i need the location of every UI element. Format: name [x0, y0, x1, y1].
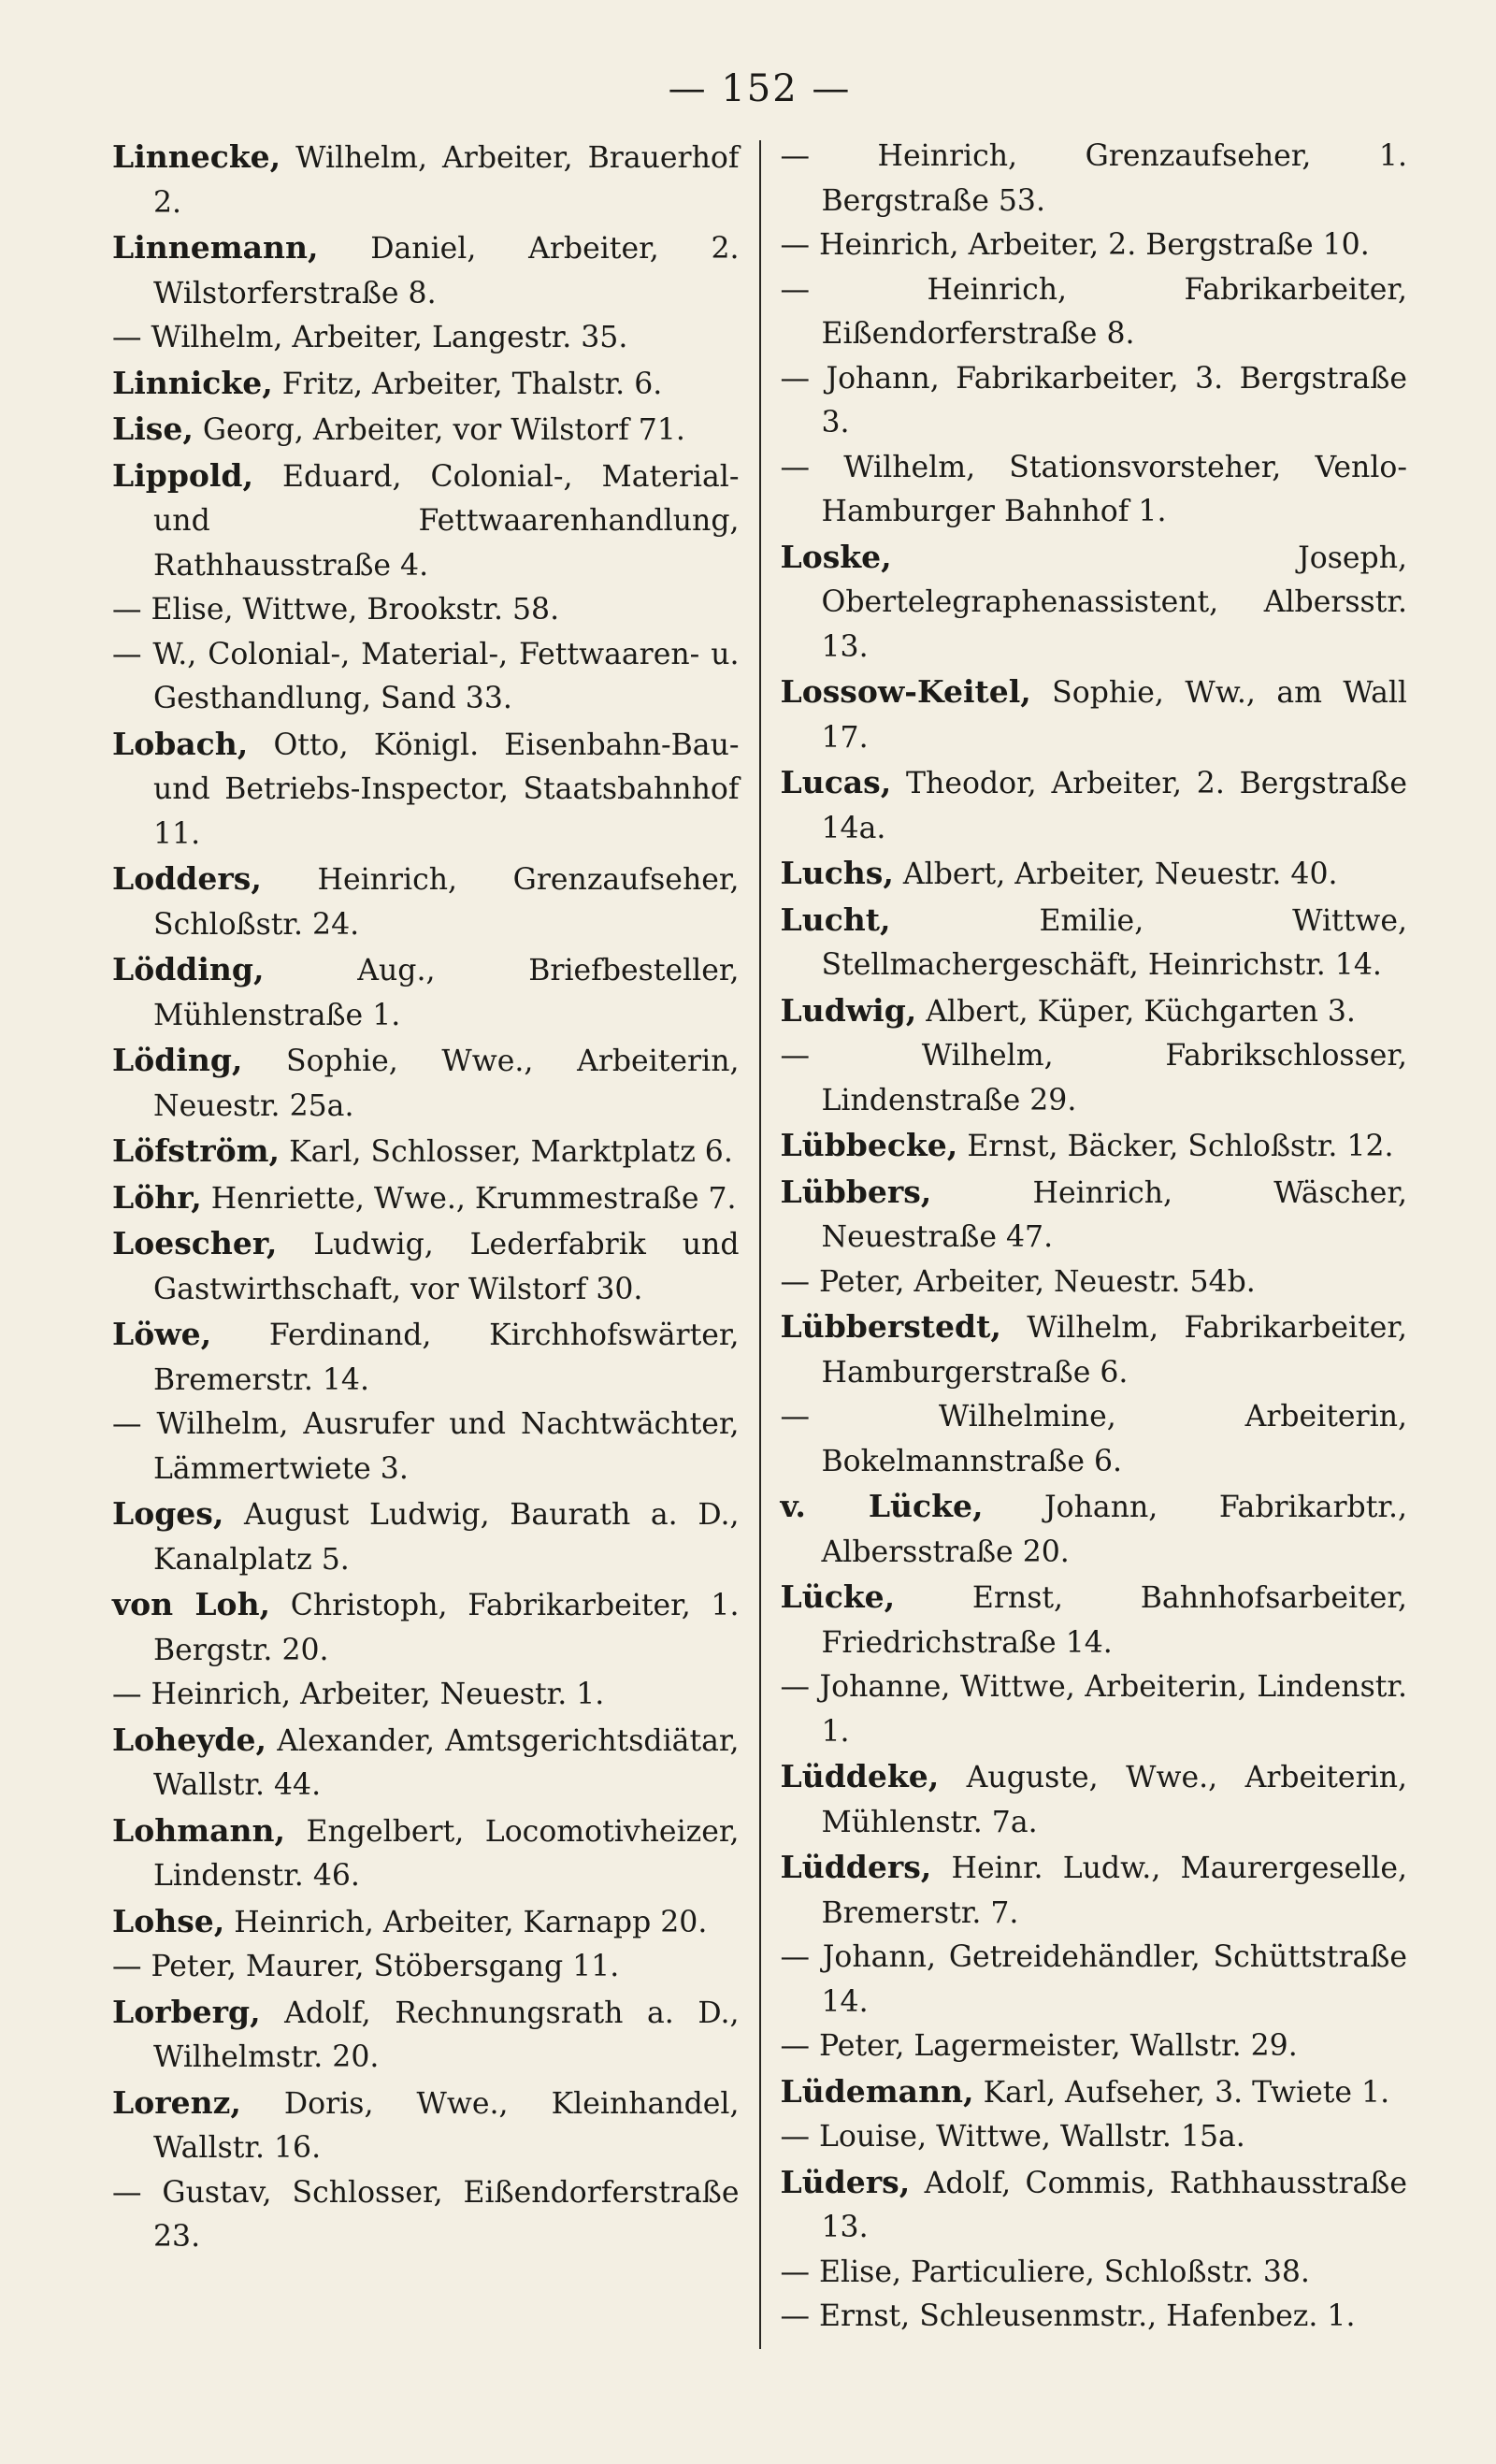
- entry-details: Karl, Schlosser, Marktplatz 6.: [289, 1135, 733, 1169]
- directory-entry: [112, 1491, 740, 1582]
- directory-entry: [112, 1990, 740, 2081]
- right-column: [781, 135, 1408, 2340]
- entry-columns: [112, 135, 1407, 2340]
- entry-surname: Löding,: [112, 1042, 243, 1078]
- directory-entry: [781, 446, 1408, 535]
- entry-details: Alexander, Amtsgerichtsdiätar, Wallstr. 44.: [153, 1723, 740, 1802]
- entry-details: Emilie, Wittwe, Stellmachergeschäft, Heinrichstr. 14.: [821, 903, 1407, 982]
- directory-entry: [781, 535, 1408, 670]
- directory-entry: [781, 1034, 1408, 1123]
- entry-surname: Löfström,: [112, 1132, 280, 1169]
- entry-surname: Lüders,: [780, 2163, 911, 2200]
- directory-entry: [112, 1899, 740, 1946]
- entry-details: — Wilhelm, Fabrikschlosser, Lindenstraße 29.: [780, 1039, 1407, 1117]
- directory-entry: [112, 1582, 740, 1673]
- directory-entry: [112, 1175, 740, 1222]
- entry-details: Ludwig, Lederfabrik und Gastwirthschaft, vor Wilstorf 30.: [153, 1228, 740, 1306]
- directory-entry: [781, 1754, 1408, 1845]
- entry-details: — Heinrich, Arbeiter, 2. Bergstraße 10.: [780, 228, 1370, 262]
- directory-entry: [781, 1170, 1408, 1261]
- entry-details: — Johanne, Wittwe, Arbeiterin, Lindenstr. 1.: [780, 1670, 1407, 1749]
- entry-surname: Lüddeke,: [780, 1758, 940, 1794]
- entry-details: Wilhelm, Arbeiter, Brauerhof 2.: [153, 141, 740, 220]
- entry-details: Otto, Königl. Eisenbahn-Bau- und Betriebs-Inspector, Staatsbahnhof 11.: [153, 728, 740, 851]
- entry-surname: von Loh,: [112, 1586, 271, 1622]
- entry-details: — Gustav, Schlosser, Eißendorferstraße 23.: [112, 2175, 740, 2254]
- page-number: — 152 —: [668, 67, 852, 110]
- entry-surname: Lodders,: [112, 860, 262, 897]
- entry-details: Ernst, Bäcker, Schloßstr. 12.: [967, 1130, 1394, 1163]
- directory-entry: [112, 633, 740, 722]
- entry-details: Daniel, Arbeiter, 2. Wilstorferstraße 8.: [153, 232, 740, 310]
- entry-details: Ferdinand, Kirchhofswärter, Bremerstr. 14.: [153, 1318, 740, 1397]
- entry-surname: Loescher,: [112, 1225, 278, 1261]
- entry-surname: Lüdders,: [780, 1849, 932, 1885]
- entry-details: — Ernst, Schleusenmstr., Hafenbez. 1.: [780, 2299, 1356, 2333]
- directory-entry: [781, 988, 1408, 1035]
- entry-surname: Lübbecke,: [780, 1127, 958, 1163]
- entry-details: — Heinrich, Fabrikarbeiter, Eißendorferstraße 8.: [780, 272, 1407, 351]
- entry-details: Adolf, Rechnungsrath a. D., Wilhelmstr. 20.: [153, 1996, 740, 2074]
- entry-surname: Lohmann,: [112, 1811, 285, 1849]
- entry-surname: Löwe,: [112, 1316, 212, 1352]
- directory-entry: [112, 407, 740, 454]
- directory-entry: [781, 1936, 1408, 2025]
- entry-surname: Lödding,: [112, 951, 265, 987]
- entry-details: — Heinrich, Grenzaufseher, 1. Bergstraße 53.: [780, 139, 1407, 218]
- entry-details: — Wilhelm, Arbeiter, Langestr. 35.: [112, 321, 628, 354]
- directory-entry: [781, 2295, 1408, 2340]
- directory-entry: [112, 135, 740, 225]
- directory-entry: [781, 1484, 1408, 1575]
- directory-entry: [781, 268, 1408, 357]
- entry-details: — Heinrich, Arbeiter, Neuestr. 1.: [112, 1678, 605, 1711]
- directory-entry: [112, 1945, 740, 1990]
- directory-entry: [781, 1304, 1408, 1395]
- entry-details: Albert, Arbeiter, Neuestr. 40.: [902, 857, 1338, 891]
- entry-surname: Lucht,: [780, 901, 891, 938]
- entry-surname: Lippold,: [112, 456, 253, 494]
- entry-details: Christoph, Fabrikarbeiter, 1. Bergstr. 20.: [153, 1589, 740, 1667]
- directory-entry: [112, 361, 740, 408]
- entry-details: Sophie, Wwe., Arbeiterin, Neuestr. 25a.: [153, 1045, 740, 1123]
- entry-details: Heinr. Ludw., Maurergeselle, Bremerstr. 7.: [821, 1852, 1407, 1930]
- directory-entry: [781, 898, 1408, 988]
- entry-details: Wilhelm, Fabrikarbeiter, Hamburgerstraße 6.: [821, 1311, 1407, 1390]
- entry-surname: Loheyde,: [112, 1721, 266, 1758]
- entry-details: — Louise, Wittwe, Wallstr. 15a.: [780, 2120, 1245, 2154]
- entry-details: Adolf, Commis, Rathhausstraße 13.: [821, 2166, 1407, 2244]
- directory-entry: [781, 135, 1408, 223]
- directory-entry: [112, 1673, 740, 1718]
- entry-details: Ernst, Bahnhofsarbeiter, Friedrichstraße 14.: [821, 1581, 1407, 1660]
- directory-entry: [112, 2171, 740, 2260]
- entry-surname: Loges,: [112, 1495, 224, 1532]
- directory-entry: [112, 1808, 740, 1899]
- directory-entry: [781, 760, 1408, 851]
- entry-surname: Lüdemann,: [780, 2072, 974, 2110]
- directory-entry: [112, 588, 740, 633]
- entry-details: Eduard, Colonial-, Material- und Fettwaarenhandlung, Rathhausstraße 4.: [153, 459, 740, 583]
- directory-entry: [781, 1665, 1408, 1754]
- entry-details: — Elise, Wittwe, Brookstr. 58.: [112, 593, 560, 627]
- entry-surname: Lorenz,: [112, 2083, 241, 2121]
- entry-details: Henriette, Wwe., Krummestraße 7.: [210, 1181, 737, 1216]
- entry-details: — Peter, Lagermeister, Wallstr. 29.: [780, 2029, 1298, 2063]
- directory-entry: [781, 2251, 1408, 2296]
- entry-surname: Lise,: [112, 411, 194, 447]
- entry-surname: Luchs,: [780, 855, 894, 891]
- directory-entry: [781, 1123, 1408, 1170]
- directory-entry: [112, 1221, 740, 1312]
- entry-surname: Lübberstedt,: [780, 1308, 1001, 1345]
- entry-details: — Johann, Getreidehändler, Schüttstraße 14.: [780, 1940, 1407, 2019]
- directory-entry: [781, 1575, 1408, 1665]
- entry-details: Sophie, Ww., am Wall 17.: [821, 676, 1407, 755]
- directory-entry: [781, 1395, 1408, 1484]
- entry-details: — Peter, Arbeiter, Neuestr. 54b.: [780, 1264, 1256, 1299]
- directory-entry: [112, 1129, 740, 1175]
- entry-details: Heinrich, Wäscher, Neuestraße 47.: [821, 1175, 1408, 1254]
- entry-surname: Lübbers,: [780, 1173, 932, 1210]
- entry-details: Joseph, Obertelegraphenassistent, Albersstr. 13.: [821, 540, 1407, 664]
- directory-entry: [112, 225, 740, 316]
- entry-surname: Löhr,: [112, 1178, 202, 1216]
- directory-entry: [112, 2081, 740, 2171]
- entry-details: August Ludwig, Baurath a. D., Kanalplatz 5.: [153, 1498, 740, 1577]
- entry-surname: Linnicke,: [112, 364, 273, 401]
- entry-surname: Lohse,: [112, 1902, 225, 1939]
- entry-details: — Peter, Maurer, Stöbersgang 11.: [112, 1950, 620, 1983]
- directory-entry: [781, 2069, 1408, 2116]
- directory-entry: [781, 2115, 1408, 2160]
- entry-surname: v. Lücke,: [780, 1488, 984, 1524]
- entry-surname: Linnemann,: [112, 229, 319, 266]
- entry-details: Albert, Küper, Küchgarten 3.: [926, 994, 1356, 1029]
- entry-details: Aug., Briefbesteller, Mühlenstraße 1.: [153, 954, 740, 1032]
- entry-details: Fritz, Arbeiter, Thalstr. 6.: [281, 367, 663, 401]
- entry-surname: Linnecke,: [112, 138, 281, 175]
- entry-details: — Wilhelmine, Arbeiterin, Bokelmannstraße 6.: [780, 1400, 1407, 1478]
- entry-surname: Ludwig,: [780, 991, 917, 1029]
- directory-entry: [112, 1038, 740, 1129]
- directory-entry: [112, 316, 740, 361]
- entry-details: Theodor, Arbeiter, 2. Bergstraße 14a.: [821, 767, 1407, 845]
- entry-surname: Lobach,: [112, 725, 249, 762]
- entry-surname: Lucas,: [780, 764, 892, 800]
- left-column: [112, 135, 740, 2340]
- directory-entry: [112, 857, 740, 947]
- entry-details: — Johann, Fabrikarbeiter, 3. Bergstraße 3.: [780, 361, 1407, 439]
- entry-details: Heinrich, Arbeiter, Karnapp 20.: [234, 1905, 708, 1939]
- entry-details: Doris, Wwe., Kleinhandel, Wallstr. 16.: [153, 2086, 740, 2165]
- entry-details: Auguste, Wwe., Arbeiterin, Mühlenstr. 7a.: [821, 1761, 1407, 1839]
- directory-entry: [112, 454, 740, 589]
- directory-entry: [781, 1845, 1408, 1936]
- entry-details: Engelbert, Locomotivheizer, Lindenstr. 46.: [153, 1814, 740, 1893]
- directory-entry: [781, 1261, 1408, 1305]
- directory-entry: [112, 947, 740, 1038]
- directory-entry: [781, 2025, 1408, 2069]
- entry-details: — Wilhelm, Ausrufer und Nachtwächter, Lämmertwiete 3.: [112, 1407, 740, 1486]
- directory-entry: [112, 1403, 740, 1491]
- entry-details: Karl, Aufseher, 3. Twiete 1.: [983, 2075, 1390, 2110]
- directory-entry: [781, 670, 1408, 760]
- directory-entry: [112, 1312, 740, 1403]
- entry-details: Heinrich, Grenzaufseher, Schloßstr. 24.: [153, 863, 740, 942]
- directory-entry: [781, 357, 1408, 446]
- entry-details: — Elise, Particuliere, Schloßstr. 38.: [780, 2255, 1310, 2289]
- entry-details: Georg, Arbeiter, vor Wilstorf 71.: [202, 413, 685, 447]
- directory-entry: [781, 2160, 1408, 2251]
- entry-details: — W., Colonial-, Material-, Fettwaaren- u. Gesthandlung, Sand 33.: [112, 637, 740, 715]
- entry-surname: Loske,: [780, 538, 892, 575]
- entry-surname: Lorberg,: [112, 1993, 261, 2030]
- directory-entry: [781, 223, 1408, 268]
- entry-details: Johann, Fabrikarbtr., Albersstraße 20.: [821, 1491, 1407, 1569]
- directory-entry: [781, 851, 1408, 898]
- entry-details: — Wilhelm, Stationsvorsteher, Venlo-Hamburger Bahnhof 1.: [780, 450, 1407, 528]
- directory-entry: [112, 1718, 740, 1808]
- directory-entry: [112, 722, 740, 857]
- entry-surname: Lossow-Keitel,: [780, 673, 1031, 710]
- entry-surname: Lücke,: [780, 1578, 896, 1615]
